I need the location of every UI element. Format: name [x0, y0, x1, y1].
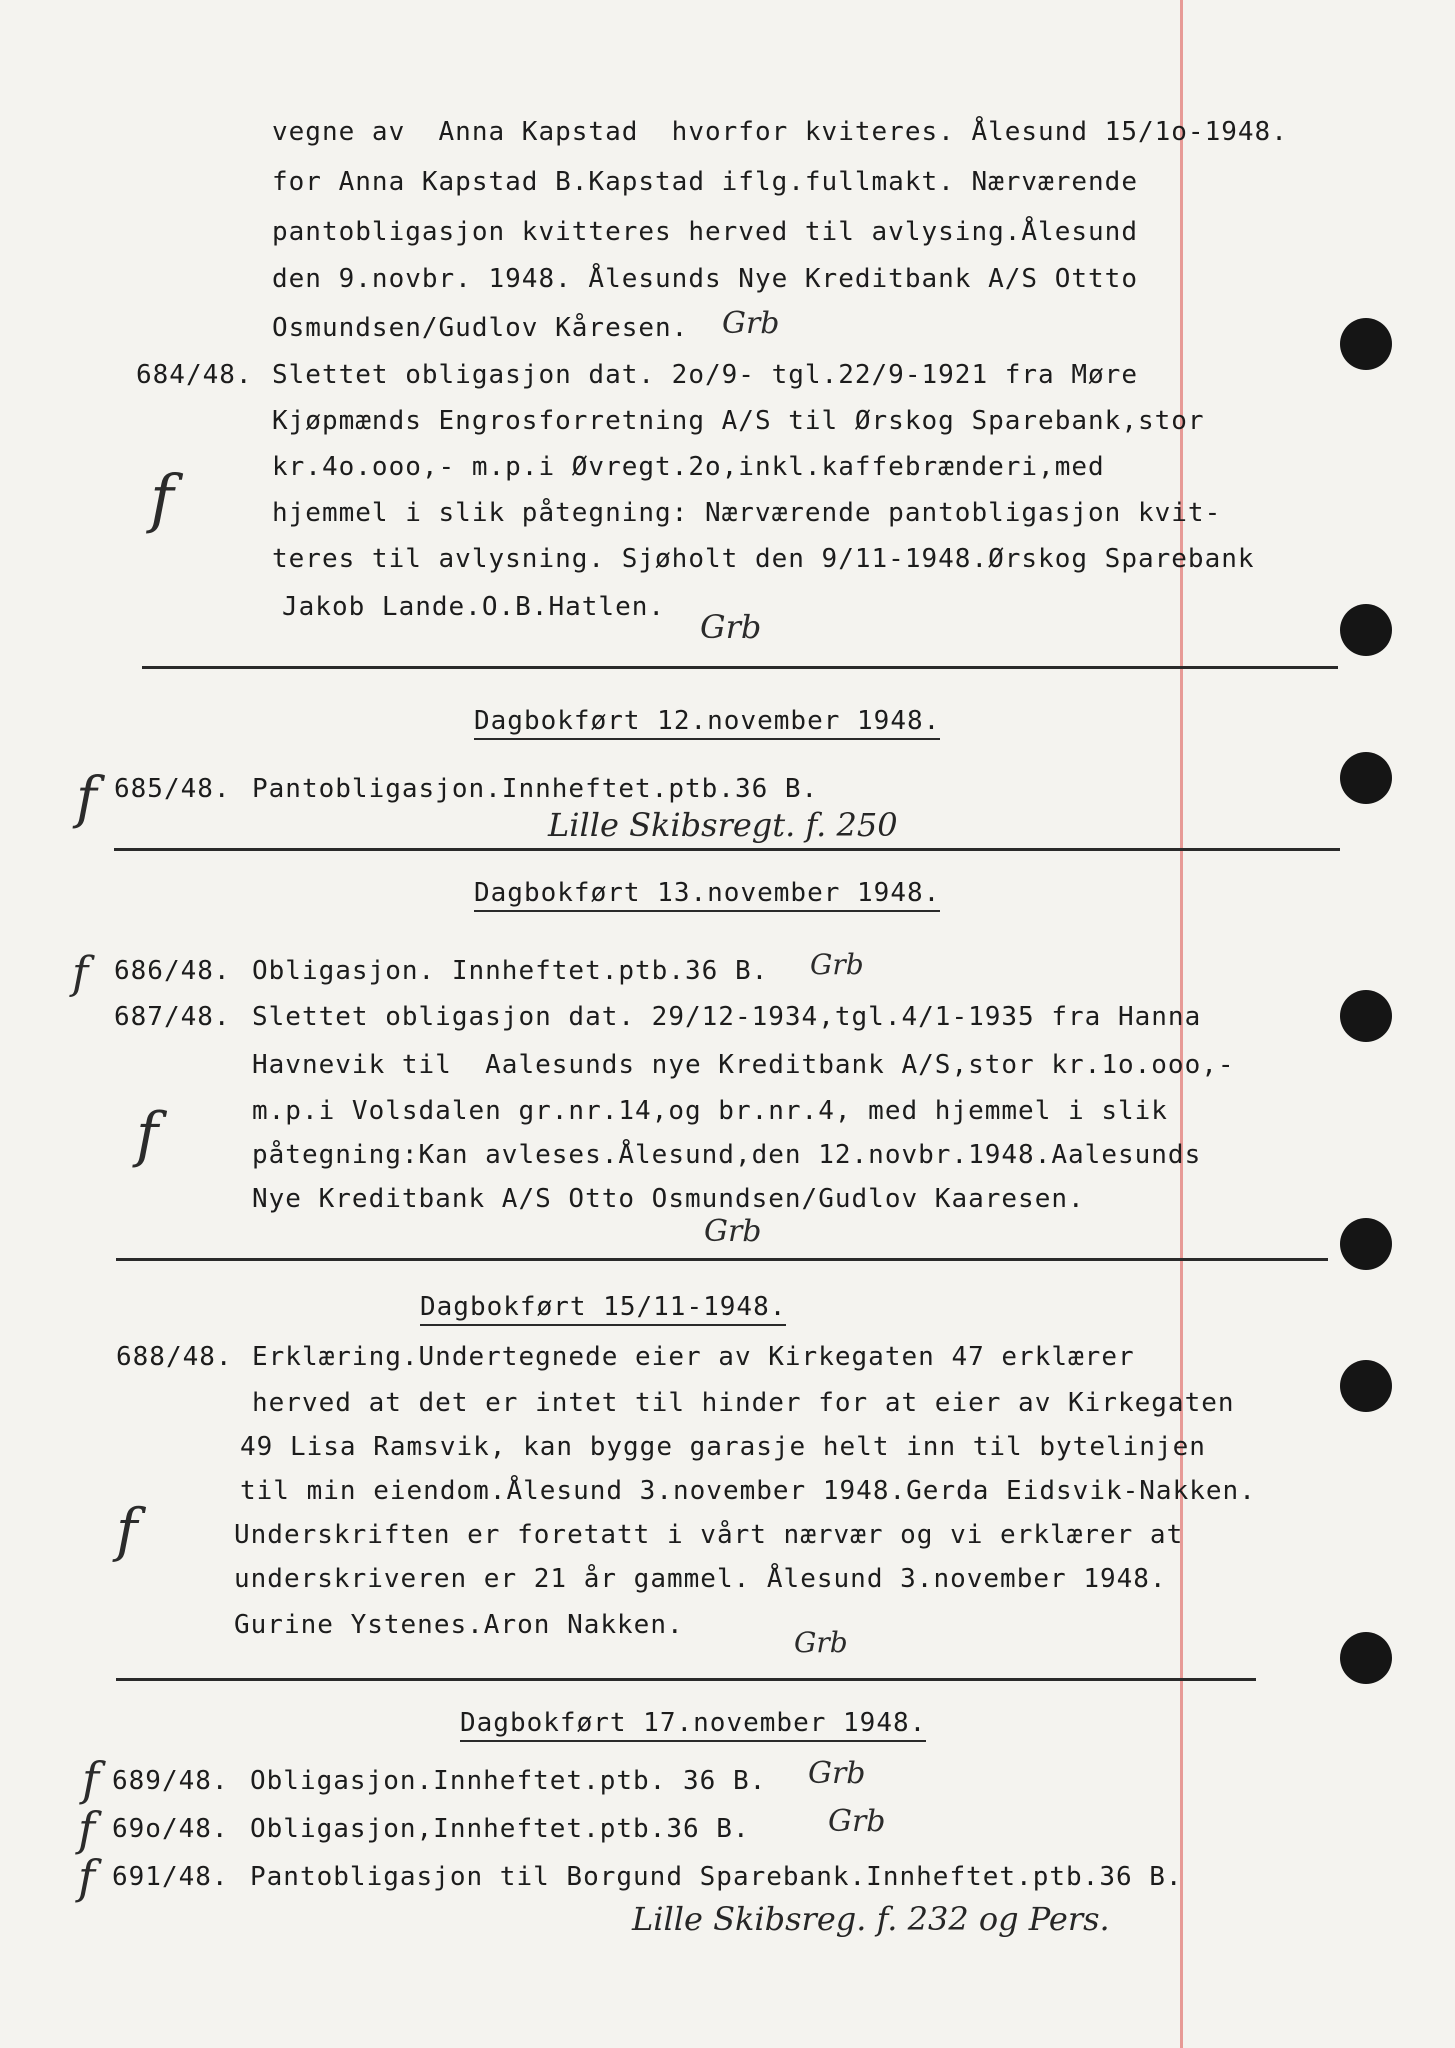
text-line: påtegning:Kan avleses.Ålesund,den 12.novbr.1948.Aalesunds: [252, 1140, 1202, 1170]
text-line: kr.4o.ooo,- m.p.i Øvregt.2o,inkl.kaffebrænderi,med: [272, 452, 1105, 482]
text-line: Pantobligasjon til Borgund Sparebank.Innheftet.ptb.36 B.: [250, 1862, 1183, 1892]
text-line: Obligasjon.Innheftet.ptb. 36 B.: [250, 1766, 767, 1796]
section-heading: Dagbokført 15/11-1948.: [420, 1290, 786, 1326]
text-line: Jakob Lande.O.B.Hatlen.: [282, 592, 666, 622]
punch-hole: [1340, 1218, 1392, 1270]
text-line: Underskriften er foretatt i vårt nærvær og vi erklærer at: [234, 1520, 1184, 1550]
text-line: Obligasjon. Innheftet.ptb.36 B.: [252, 956, 769, 986]
text-line: Gurine Ystenes.Aron Nakken.: [234, 1610, 684, 1640]
divider: [114, 848, 1340, 851]
margin-mark: f: [78, 1802, 96, 1856]
text-line: underskriveren er 21 år gammel. Ålesund 3.november 1948.: [234, 1564, 1167, 1594]
text-line: hjemmel i slik påtegning: Nærværende pantobligasjon kvit-: [272, 498, 1222, 528]
text-line: pantobligasjon kvitteres herved til avlysing.Ålesund: [272, 217, 1138, 247]
initials: Grb: [808, 1756, 866, 1791]
text-line: Osmundsen/Gudlov Kåresen.: [272, 313, 689, 343]
entry-number: 687/48.: [114, 1002, 231, 1032]
text-line: den 9.novbr. 1948. Ålesunds Nye Kreditbank A/S Ottto: [272, 264, 1138, 294]
punch-hole: [1340, 318, 1392, 370]
text-line: teres til avlysning. Sjøholt den 9/11-1948.Ørskog Sparebank: [272, 544, 1255, 574]
punch-hole: [1340, 752, 1392, 804]
section-heading: Dagbokført 12.november 1948.: [474, 704, 940, 740]
text-line: Havnevik til Aalesunds nye Kreditbank A/S,stor kr.1o.ooo,-: [252, 1050, 1235, 1080]
divider: [116, 1678, 1256, 1681]
initials: Grb: [794, 1626, 848, 1659]
entry-number: 689/48.: [112, 1766, 229, 1796]
margin-mark: f: [116, 1496, 138, 1564]
text-line: Kjøpmænds Engrosforretning A/S til Ørskog Sparebank,stor: [272, 406, 1205, 436]
entry-number: 688/48.: [116, 1342, 233, 1372]
text-line: Pantobligasjon.Innheftet.ptb.36 B.: [252, 774, 819, 804]
text-line: herved at det er intet til hinder for at eier av Kirkegaten: [252, 1388, 1235, 1418]
initials: Grb: [700, 608, 762, 646]
text-line: Slettet obligasjon dat. 29/12-1934,tgl.4/1-1935 fra Hanna: [252, 1002, 1202, 1032]
text-line: 49 Lisa Ramsvik, kan bygge garasje helt inn til bytelinjen: [240, 1432, 1206, 1462]
text-line: Obligasjon,Innheftet.ptb.36 B.: [250, 1814, 750, 1844]
punch-hole: [1340, 604, 1392, 656]
section-heading: Dagbokført 17.november 1948.: [460, 1706, 926, 1742]
text-line: m.p.i Volsdalen gr.nr.14,og br.nr.4, med hjemmel i slik: [252, 1096, 1168, 1126]
text-line: Nye Kreditbank A/S Otto Osmundsen/Gudlov Kaaresen.: [252, 1184, 1085, 1214]
punch-hole: [1340, 1360, 1392, 1412]
initials: Grb: [722, 306, 780, 341]
punch-hole: [1340, 1632, 1392, 1684]
initials: Grb: [704, 1214, 762, 1249]
text-line: for Anna Kapstad B.Kapstad iflg.fullmakt. Nærværende: [272, 167, 1138, 197]
divider: [142, 666, 1338, 669]
handwritten-note: Lille Skibsreg. f. 232 og Pers.: [632, 1900, 1110, 1938]
entry-number: 69o/48.: [112, 1814, 229, 1844]
margin-mark: f: [82, 1752, 100, 1806]
margin-mark: f: [76, 766, 97, 831]
initials: Grb: [828, 1804, 886, 1839]
handwritten-note: Lille Skibsregt. f. 250: [548, 806, 898, 844]
text-line: Erklæring.Undertegnede eier av Kirkegaten 47 erklærer: [252, 1342, 1135, 1372]
margin-mark: f: [150, 462, 174, 536]
text-line: vegne av Anna Kapstad hvorfor kviteres. Ålesund 15/1o-1948.: [272, 117, 1288, 147]
section-heading: Dagbokført 13.november 1948.: [474, 876, 940, 912]
margin-mark: f: [72, 948, 89, 999]
text-line: Slettet obligasjon dat. 2o/9- tgl.22/9-1921 fra Møre: [272, 360, 1138, 390]
divider: [116, 1258, 1328, 1261]
margin-mark: f: [78, 1850, 96, 1904]
margin-mark: f: [136, 1100, 159, 1170]
entry-number: 691/48.: [112, 1862, 229, 1892]
entry-number: 685/48.: [114, 774, 231, 804]
entry-number: 684/48.: [136, 360, 253, 390]
entry-number: 686/48.: [114, 956, 231, 986]
initials: Grb: [810, 948, 864, 981]
punch-hole: [1340, 990, 1392, 1042]
text-line: til min eiendom.Ålesund 3.november 1948.Gerda Eidsvik-Nakken.: [240, 1476, 1256, 1506]
